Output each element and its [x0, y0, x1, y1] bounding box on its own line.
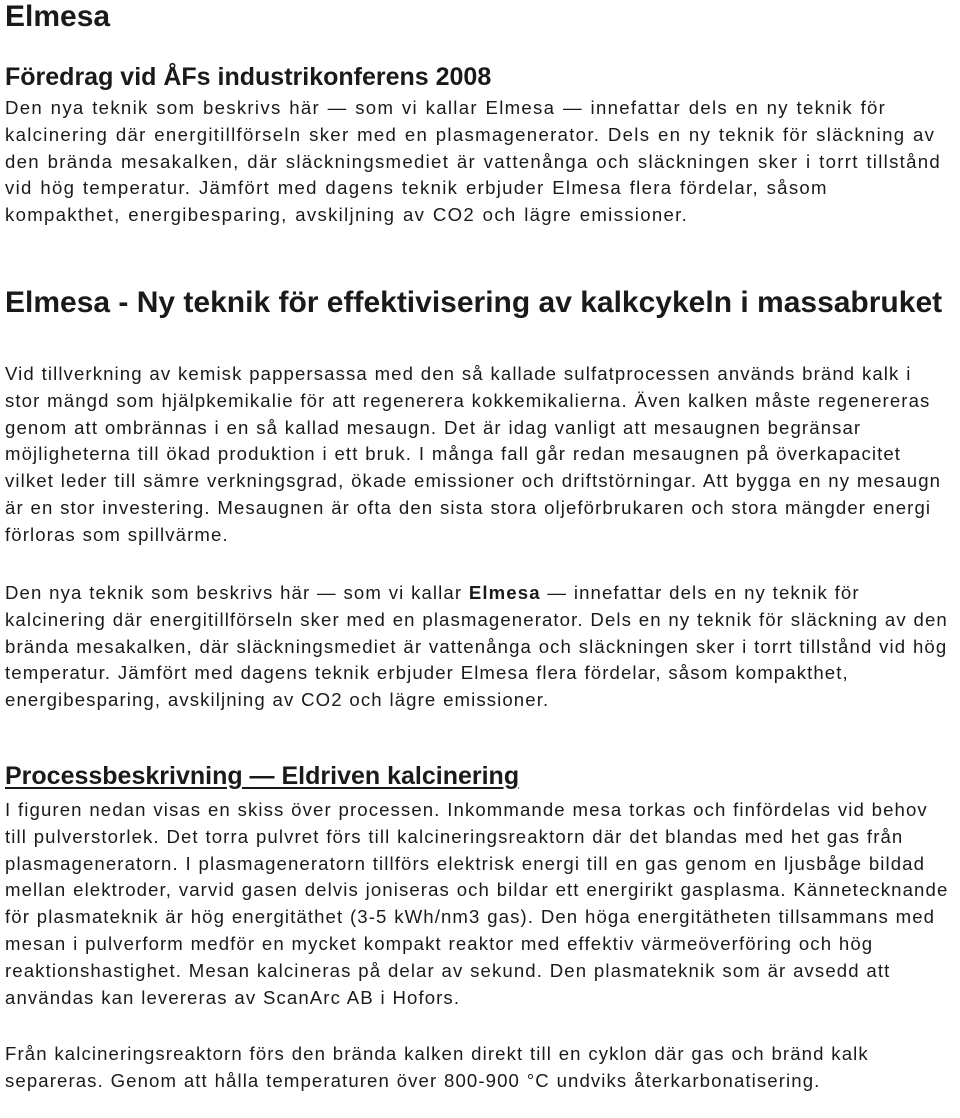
cyclone-paragraph: Från kalcineringsreaktorn förs den brända kalken direkt till en cyklon där gas och bränd kalk separeras. Genom att hålla temperaturen över 800-900 °C undviks återkarbonatisering. — [5, 1043, 869, 1091]
process-paragraph: I figuren nedan visas en skiss över processen. Inkommande mesa torkas och finfördelas vid behov till pulverstorlek. Det torra pulvret förs till kalcineringsreaktorn där det blandas med het gas från plasmageneratorn. I plasmageneratorn tillförs elektrisk energi till en gas genom en ljusbåge bildad mellan elektroder, varvid gasen delvis joniseras och bildar ett energirikt gasplasma. Kännetecknande för plasmateknik är hög energitäthet (3-5 kWh/nm3 gas). Den höga energitätheten tillsammans med mesan i pulverform medför en mycket kompakt reaktor med effektiv värmeöverföring och hög reaktionshastighet. Mesan kalcineras på delar av sekund. Den plasmateknik som är avsedd att användas kan levereras av ScanArc AB i Hofors. — [5, 799, 949, 1008]
desc-text-after: — innefattar dels en ny teknik för kalcinering där energitillförseln sker med en plasmagenerator. Dels en ny teknik för släckning av den brända mesakalken, där släckningsmediet är vattenånga och släckningen sker i torrt tillstånd vid hög temperatur. Jämfört med dagens teknik erbjuder Elmesa flera fördelar, såsom kompakthet, energibesparing, avskiljning av CO2 och lägre emissioner. — [5, 582, 948, 711]
intro-paragraph: Den nya teknik som beskrivs här — som vi kallar Elmesa — innefattar dels en ny teknik för kalcinering där energitillförseln sker med en plasmagenerator. Dels en ny teknik för släckning av den brända mesakalken, där släckningsmediet är vattenånga och släckningen sker i torrt tillstånd vid hög temperatur. Jämfört med dagens teknik erbjuder Elmesa flera fördelar, såsom kompakthet, energibesparing, avskiljning av CO2 och lägre emissioner. — [5, 97, 942, 226]
desc-text-before: Den nya teknik som beskrivs här — som vi kallar — [5, 582, 469, 603]
mass-production-paragraph: Vid tillverkning av kemisk pappersassa med den så kallade sulfatprocessen används bränd kalk i stor mängd som hjälpkemikalie för att regenerera kokkemikalierna. Även kalken måste regenereras genom att ombrännas i en så kallad mesaugn. Det är idag vanligt att mesaugnen begränsar möjligheterna till ökad produktion i ett bruk. I många fall går redan mesaugnen på överkapacitet vilket leder till sämre verkningsgrad, ökade emissioner och driftstörningar. Att bygga en ny mesaugn är en stor investering. Mesaugnen är ofta den sista stora oljeförbrukaren och stora mängder energi förloras som spillvärme. — [5, 363, 942, 545]
elmesa-heading: Elmesa - Ny teknik för effektivisering av kalkcykeln i massabruket — [5, 286, 943, 319]
elmesa-bold-term: Elmesa — [468, 582, 541, 603]
process-heading: Processbeskrivning — Eldriven kalcinering — [5, 762, 520, 790]
technology-description-paragraph — [5, 580, 950, 714]
lecture-heading: Föredrag vid ÅFs industrikonferens 2008 — [5, 63, 492, 91]
page-title: Elmesa — [5, 0, 111, 33]
